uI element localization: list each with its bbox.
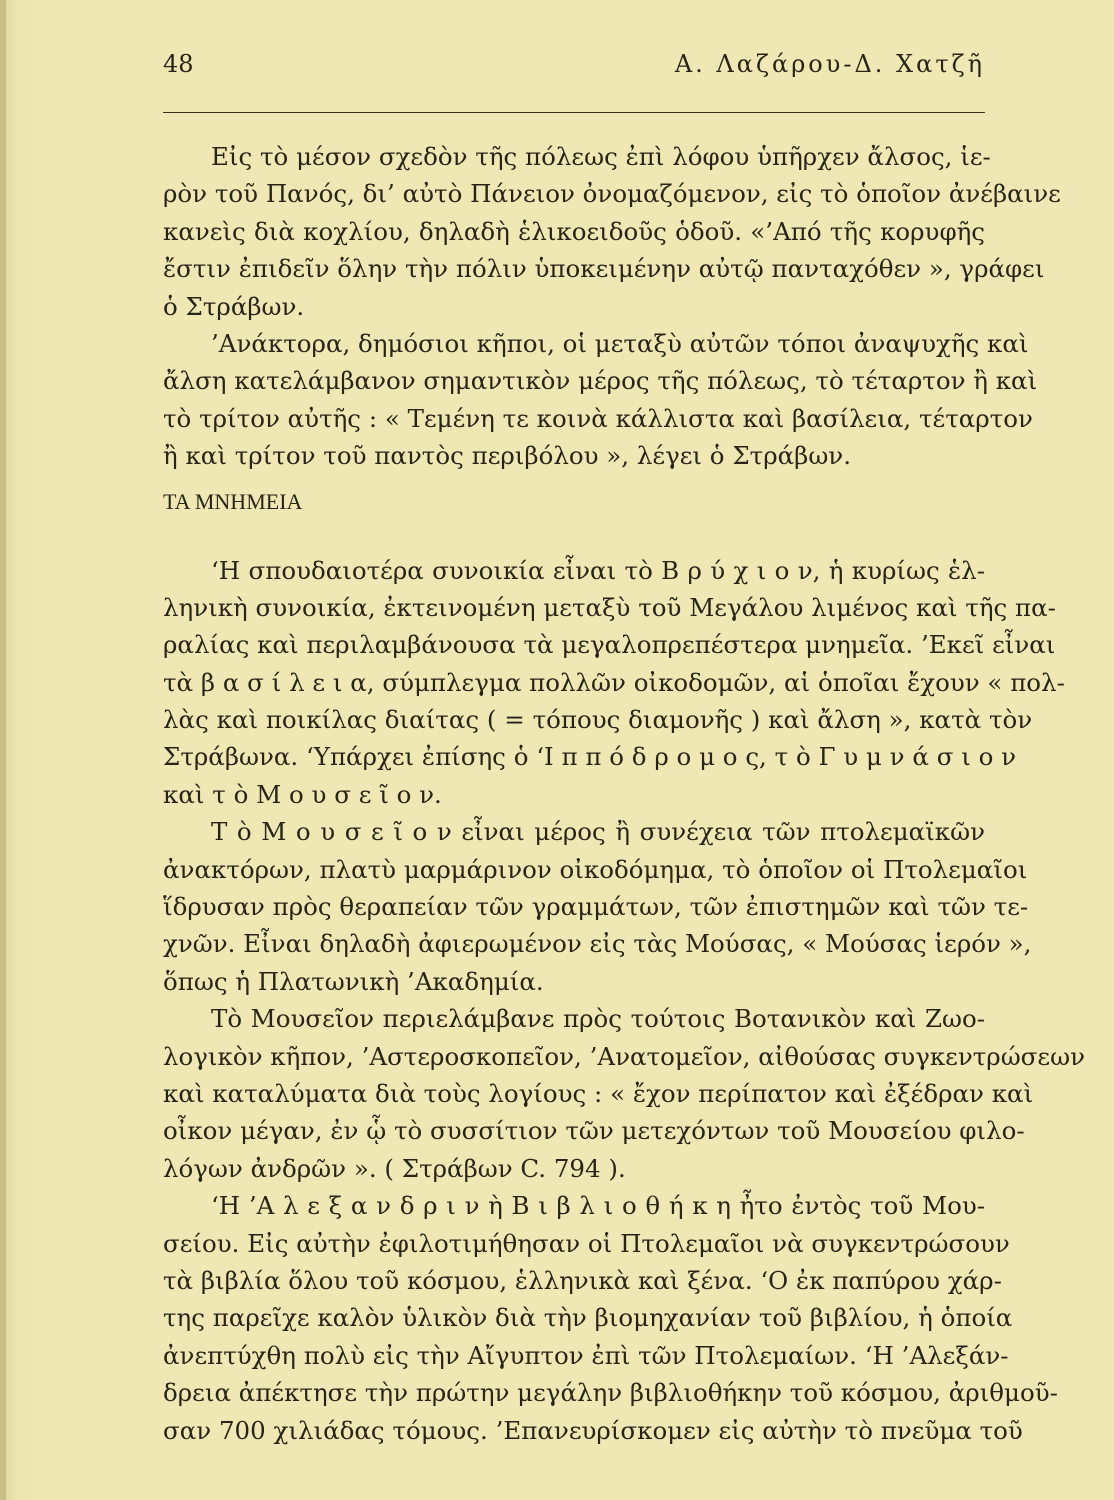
text-line: Εἰς τὸ μέσον σχεδὸν τῆς πόλεως ἐπὶ λόφου ὑπῆρχεν ἄλσος, ἱε- [211, 142, 991, 171]
text-line: ἔστιν ἐπιδεῖν ὅλην τὴν πόλιν ὑποκειμένην αὐτῷ πανταχόθεν », γράφει [163, 254, 1045, 284]
text-line: ληνικὴ συνοικία, ἐκτεινομένη μεταξὺ τοῦ Μεγάλου λιμένος καὶ τῆς πα- [163, 592, 1056, 622]
text-line: ‘Η ’Α λ ε ξ α ν δ ρ ι ν ὴ Β ι β λ ι ο θ ή κ η ἦτο ἐντὸς τοῦ Μου- [211, 1191, 985, 1221]
text-line: Τὸ Μουσεῖον περιελάμβανε πρὸς τούτοις Βοτανικὸν καὶ Ζωο- [211, 1004, 985, 1034]
text-line: ὁ Στράβων. [163, 291, 305, 321]
text-line: ἵδρυσαν πρὸς θεραπείαν τῶν γραμμάτων, τῶν ἐπιστημῶν καὶ τῶν τε- [163, 892, 1029, 922]
page-edge [0, 0, 6, 1500]
page-body [163, 138, 1085, 1449]
text-line: λόγων ἀνδρῶν ». ( Στράβων C. 794 ). [163, 1153, 626, 1183]
text-line: ’Ανάκτορα, δημόσιοι κῆποι, οἱ μεταξὺ αὐτῶν τόποι ἀναψυχῆς καὶ [211, 328, 1029, 358]
text-line: ἀνακτόρων, πλατὺ μαρμάρινον οἰκοδόμημα, τὸ ὁποῖον οἱ Πτολεμαῖοι [163, 854, 1028, 884]
text-line: ἢ καὶ τρίτον τοῦ παντὸς περιβόλου », λέγει ὁ Στράβων. [163, 441, 851, 471]
text-line: ρὸν τοῦ Πανός, δι’ αὐτὸ Πάνειον ὀνομαζόμενον, εἰς τὸ ὁποῖον ἀνέβαινε [163, 179, 1061, 209]
paragraph [163, 552, 1065, 814]
text-line: λογικὸν κῆπον, ’Αστεροσκοπεῖον, ’Ανατομεῖον, αἰθούσας συγκεντρώσεων [163, 1041, 1085, 1071]
text-line: χνῶν. Εἶναι δηλαδὴ ἀφιερωμένον εἰς τὰς Μούσας, « Μούσας ἱερόν », [163, 929, 1032, 959]
text-line: τὸ τρίτον αὐτῆς : « Τεμένη τε κοινὰ κάλλιστα καὶ βασίλεια, τέταρτον [163, 403, 1033, 433]
paragraph [163, 325, 1038, 475]
paragraph [163, 1187, 1058, 1449]
text-line: οἶκον μέγαν, ἐν ᾧ τὸ συσσίτιον τῶν μετεχόντων τοῦ Μουσείου φιλο- [163, 1116, 1025, 1146]
text-line: τὰ β α σ ί λ ε ι α, σύμπλεγμα πολλῶν οἰκοδομῶν, αἱ ὁποῖαι ἔχουν « πολ- [163, 667, 1065, 697]
section-heading: ΤΑ ΜΝΗΜΕΙΑ [163, 488, 303, 514]
text-line: τὰ βιβλία ὅλου τοῦ κόσμου, ἑλληνικὰ καὶ ξένα. ‘Ο ἐκ παπύρου χάρ- [163, 1265, 1002, 1295]
page-number: 48 [163, 50, 194, 78]
text-line: καὶ τ ὸ Μ ο υ σ ε ῖ ο ν. [163, 779, 442, 809]
paragraph [163, 138, 1061, 325]
text-line: ‘Η σπουδαιοτέρα συνοικία εἶναι τὸ Β ρ ύ χ ι ο ν, ἡ κυρίως ἑλ- [211, 555, 985, 585]
header-rule [163, 112, 985, 113]
text-line: σαν 700 χιλιάδας τόμους. ’Επανευρίσκομεν εἰς αὐτὴν τὸ πνεῦμα τοῦ [163, 1415, 1023, 1445]
text-line: Στράβωνα. ‘Υπάρχει ἐπίσης ὁ ‘Ι π π ό δ ρ ο μ ο ς, τ ὸ Γ υ μ ν ά σ ι ο ν [163, 742, 1017, 772]
text-line: δρεια ἀπέκτησε τὴν πρώτην μεγάλην βιβλιοθήκην τοῦ κόσμου, ἀριθμοῦ- [163, 1378, 1058, 1408]
text-line: σείου. Εἰς αὐτὴν ἐφιλοτιμήθησαν οἱ Πτολεμαῖοι νὰ συγκεντρώσουν [163, 1228, 1010, 1258]
text-line: κανεὶς διὰ κοχλίου, δηλαδὴ ἑλικοειδοῦς ὁδοῦ. «’Από τῆς κορυφῆς [163, 216, 985, 246]
text-line: ὅπως ἡ Πλατωνικὴ ’Ακαδημία. [163, 966, 544, 996]
text-line: της παρεῖχε καλὸν ὑλικὸν διὰ τὴν βιομηχανίαν τοῦ βιβλίου, ἡ ὁποία [163, 1303, 1013, 1333]
text-line: ἄλση κατελάμβανον σημαντικὸν μέρος τῆς πόλεως, τὸ τέταρτον ἢ καὶ [163, 366, 1038, 396]
paragraph [163, 1000, 1085, 1187]
text-line: ἀνεπτύχθη πολὺ εἰς τὴν Αἴγυπτον ἐπὶ τῶν Πτολεμαίων. ‘Η ’Αλεξάν- [163, 1340, 1009, 1370]
text-line: ραλίας καὶ περιλαμβάνουσα τὰ μεγαλοπρεπέστερα μνημεῖα. ’Εκεῖ εἶναι [163, 630, 1056, 660]
running-head: Α. Λαζάρου-Δ. Χατζῆ [674, 50, 985, 78]
page-header [163, 50, 985, 90]
text-line: Τ ὸ Μ ο υ σ ε ῖ ο ν εἶναι μέρος ἢ συνέχεια τῶν πτολεμαϊκῶν [211, 817, 985, 847]
paragraph [163, 813, 1032, 1000]
text-line: λὰς καὶ ποικίλας διαίτας ( = τόπους διαμονῆς ) καὶ ἄλση », κατὰ τὸν [163, 705, 1033, 735]
text-line: καὶ καταλύματα διὰ τοὺς λογίους : « ἔχον περίπατον καὶ ἐξέδραν καὶ [163, 1078, 1034, 1108]
